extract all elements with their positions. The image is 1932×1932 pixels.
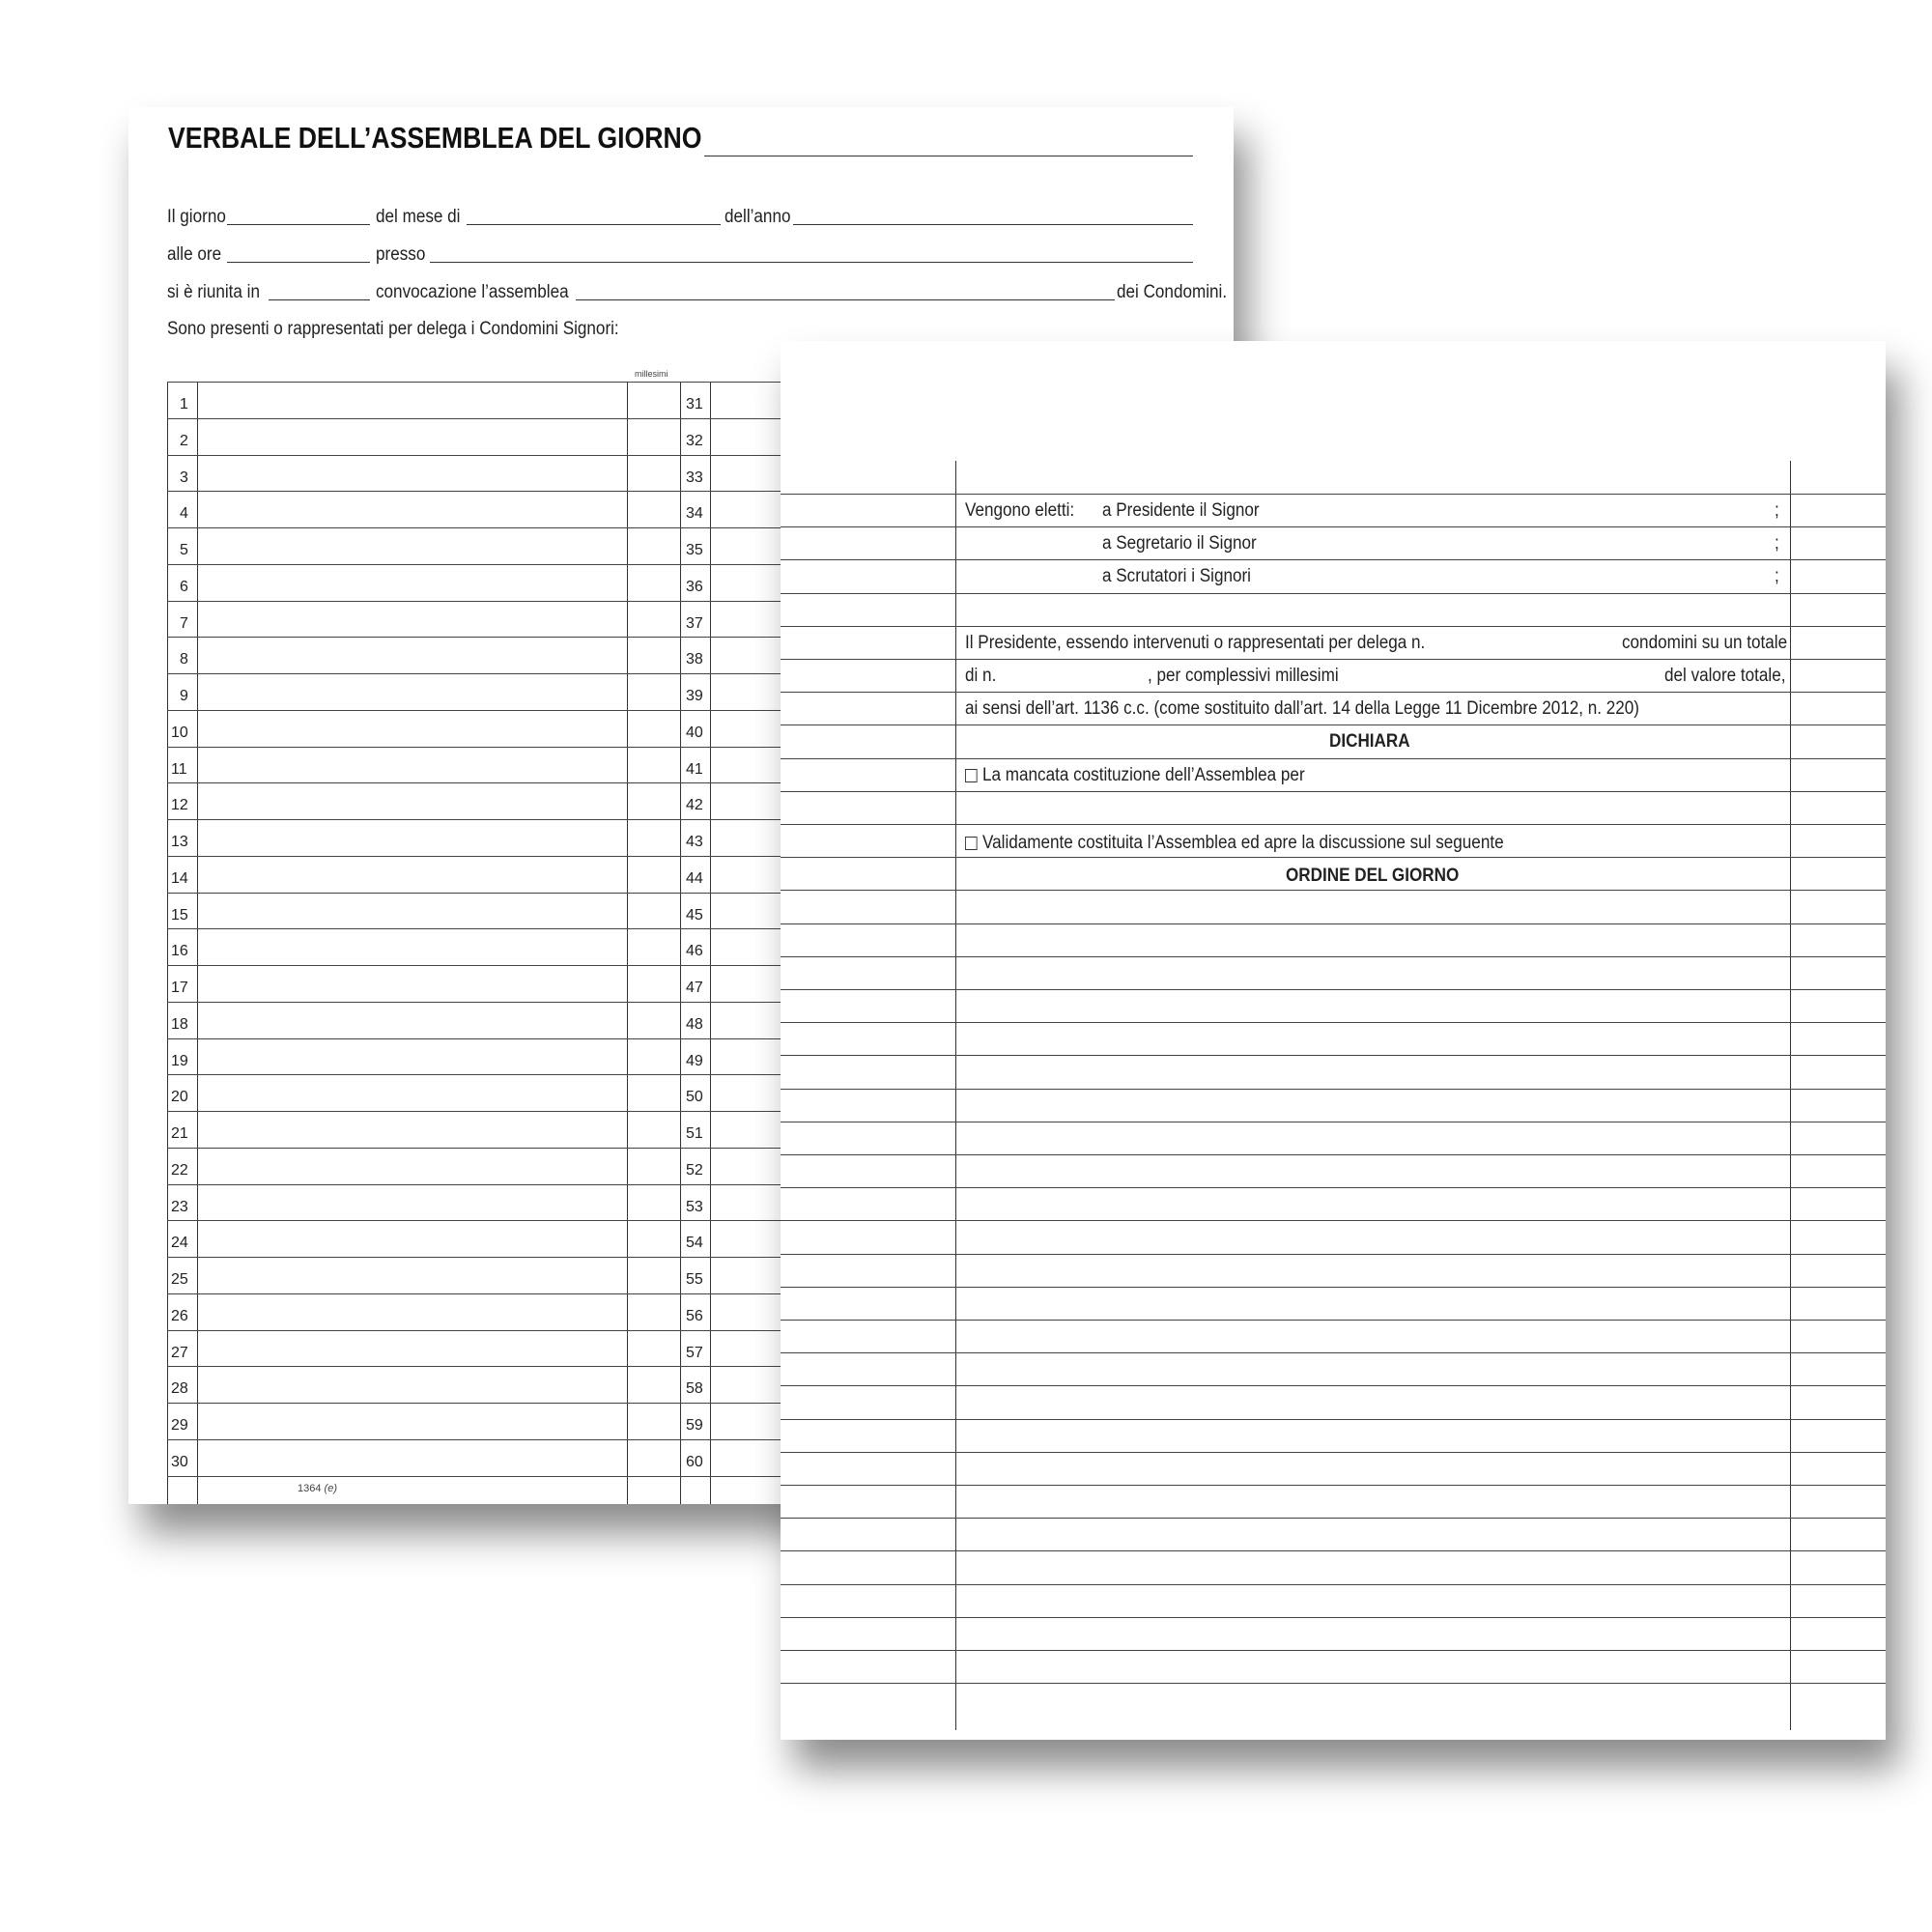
row-number: 6 [180, 578, 188, 595]
ruled-line [781, 1452, 1886, 1453]
row-number: 21 [171, 1125, 188, 1142]
row-number: 8 [180, 651, 188, 668]
table-row-rule [167, 928, 785, 929]
presso-field[interactable] [430, 262, 1193, 263]
ruled-line [781, 1055, 1886, 1056]
ruled-line [781, 692, 1886, 693]
table-row-rule [167, 782, 785, 783]
ruled-line [781, 824, 1886, 825]
ruled-line [781, 1617, 1886, 1618]
form-code [298, 1483, 337, 1494]
anno-label: dell’anno [724, 207, 791, 227]
row-number: 13 [171, 834, 188, 850]
table-row-rule [167, 601, 785, 602]
ruled-line [781, 923, 1886, 924]
table-row-rule [167, 1148, 785, 1149]
ruled-line [781, 857, 1886, 858]
table-row-rule [167, 1111, 785, 1112]
table-row-rule [167, 1074, 785, 1075]
row-number: 53 [686, 1198, 703, 1215]
table-row-rule [167, 965, 785, 966]
row-number: 14 [171, 869, 188, 887]
ruled-line [781, 1254, 1886, 1255]
ruled-line [781, 1089, 1886, 1090]
row-number: 28 [171, 1380, 188, 1398]
vengono-label: Vengono eletti: [965, 500, 1075, 521]
ruled-line [781, 1518, 1886, 1519]
riunita-field[interactable] [269, 299, 370, 300]
table-row-rule [167, 856, 785, 857]
ore-field[interactable] [227, 262, 370, 263]
table-column-rule [680, 382, 681, 1504]
millesimi-header: millesimi [635, 369, 668, 379]
table-row-rule [167, 1330, 785, 1331]
table-row-rule [167, 1439, 785, 1440]
table-row-rule [167, 527, 785, 528]
convocazione-label: convocazione l’assemblea [376, 282, 569, 302]
row-number: 5 [180, 542, 188, 558]
ruled-line [781, 1419, 1886, 1420]
row-number: 42 [686, 797, 703, 814]
option-validamente[interactable] [965, 833, 1504, 854]
row-number: 15 [171, 906, 188, 923]
ruled-line [781, 593, 1886, 594]
ruled-line [781, 626, 1886, 627]
table-row-rule [167, 1293, 785, 1294]
table-column-rule [167, 382, 168, 1504]
row-number: 60 [686, 1453, 703, 1470]
right-margin-rule [1790, 461, 1791, 1730]
mese-field[interactable] [467, 224, 721, 225]
table-row-rule [167, 1220, 785, 1221]
row-number: 59 [686, 1417, 703, 1434]
table-row-rule [167, 1002, 785, 1003]
row-number: 2 [180, 432, 188, 449]
row-number: 34 [686, 505, 703, 523]
ruled-line [781, 1320, 1886, 1321]
ruled-line [781, 1550, 1886, 1551]
table-row-rule [167, 1257, 785, 1258]
row-number: 36 [686, 578, 703, 595]
presso-label: presso [376, 244, 426, 265]
semicolon-1: ; [1775, 500, 1779, 521]
table-row-rule [167, 455, 785, 456]
row-number: 16 [171, 943, 188, 960]
row-number: 12 [171, 797, 188, 814]
row-number: 22 [171, 1161, 188, 1179]
mancata-checkbox[interactable] [965, 769, 978, 782]
ore-label: alle ore [167, 244, 222, 265]
row-number: 33 [686, 469, 703, 486]
ruled-line [781, 494, 1886, 495]
row-number: 4 [180, 505, 188, 523]
segretario-label: a Segretario il Signor [1102, 533, 1257, 554]
row-number: 55 [686, 1271, 703, 1288]
row-number: 3 [180, 469, 188, 486]
table-column-rule [197, 382, 198, 1504]
row-number: 11 [171, 760, 187, 778]
row-number: 29 [171, 1417, 188, 1434]
ruled-line [781, 1022, 1886, 1023]
presidente-text-2c: del valore totale, [1664, 666, 1786, 686]
row-number: 7 [180, 614, 188, 632]
row-number: 18 [171, 1015, 188, 1033]
row-number: 44 [686, 869, 703, 887]
table-row-rule [167, 418, 785, 419]
giorno-label: Il giorno [167, 207, 226, 227]
table-row-rule [167, 819, 785, 820]
ruled-line [781, 1650, 1886, 1651]
condomini-label: dei Condomini. [1117, 282, 1228, 302]
row-number: 48 [686, 1015, 703, 1033]
row-number: 30 [171, 1453, 188, 1470]
presidente-text-2a: di n. [965, 666, 997, 686]
row-number: 32 [686, 432, 703, 449]
ruled-line [781, 989, 1886, 990]
ruled-line [781, 890, 1886, 891]
row-number: 27 [171, 1344, 188, 1361]
row-number: 50 [686, 1089, 703, 1106]
ruled-line [781, 1683, 1886, 1684]
presidente-label: a Presidente il Signor [1102, 500, 1260, 521]
presidente-text-1a: Il Presidente, essendo intervenuti o rappresentati per delega n. [965, 633, 1426, 653]
ruled-line [781, 1385, 1886, 1386]
row-number: 1 [180, 396, 188, 412]
mese-label: del mese di [376, 207, 461, 227]
left-margin-rule [955, 461, 956, 1730]
row-number: 25 [171, 1271, 188, 1288]
option-mancata-label: La mancata costituzione dell’Assemblea per [982, 765, 1305, 785]
row-number: 39 [686, 688, 703, 704]
table-row-rule [167, 710, 785, 711]
semicolon-2: ; [1775, 533, 1779, 554]
row-number: 54 [686, 1235, 703, 1252]
giorno-field[interactable] [227, 224, 370, 225]
table-row-rule [167, 1476, 785, 1477]
table-row-rule [167, 893, 785, 894]
verbale-sheet-second-page [781, 341, 1886, 1740]
row-number: 40 [686, 724, 703, 741]
ruled-line [781, 956, 1886, 957]
validamente-checkbox[interactable] [965, 837, 978, 850]
row-number: 52 [686, 1161, 703, 1179]
row-number: 57 [686, 1344, 703, 1361]
row-number: 41 [686, 760, 703, 778]
row-number: 58 [686, 1380, 703, 1398]
page-title: VERBALE DELL’ASSEMBLEA DEL GIORNO [168, 121, 702, 155]
presidente-text-2b: , per complessivi millesimi [1148, 666, 1339, 686]
presidente-text-1b: condomini su un totale [1622, 633, 1788, 653]
ruled-line [781, 758, 1886, 759]
row-number: 20 [171, 1089, 188, 1106]
table-row-rule [167, 747, 785, 748]
table-row-rule [167, 1403, 785, 1404]
table-column-rule [627, 382, 628, 1504]
presenti-label: Sono presenti o rappresentati per delega i Condomini Signori: [167, 319, 619, 339]
row-number: 49 [686, 1052, 703, 1069]
option-validamente-label: Validamente costituita l’Assemblea ed apre la discussione sul seguente [982, 833, 1504, 853]
ruled-line [781, 1154, 1886, 1155]
table-row-rule [167, 1038, 785, 1039]
row-number: 35 [686, 542, 703, 558]
row-number: 47 [686, 980, 703, 996]
row-number: 19 [171, 1052, 188, 1069]
scrutatori-label: a Scrutatori i Signori [1102, 566, 1251, 586]
ruled-line [781, 526, 1886, 527]
table-row-rule [167, 637, 785, 638]
ordine-heading: ORDINE DEL GIORNO [1286, 866, 1460, 886]
table-row-rule [167, 491, 785, 492]
semicolon-3: ; [1775, 566, 1779, 586]
convocazione-field[interactable] [576, 299, 1115, 300]
row-number: 46 [686, 943, 703, 960]
row-number: 31 [686, 396, 703, 412]
form-code-number: 1364 [298, 1483, 322, 1494]
option-mancata[interactable] [965, 765, 1305, 786]
row-number: 24 [171, 1235, 188, 1252]
table-row-rule [167, 564, 785, 565]
table-row-rule [167, 1184, 785, 1185]
row-number: 26 [171, 1307, 188, 1324]
table-column-rule [710, 382, 711, 1504]
ruled-line [781, 724, 1886, 725]
ruled-line [781, 791, 1886, 792]
table-row-rule [167, 1366, 785, 1367]
row-number: 37 [686, 614, 703, 632]
row-number: 38 [686, 651, 703, 668]
ruled-line [781, 1220, 1886, 1221]
ruled-line [781, 559, 1886, 560]
presidente-text-3: ai sensi dell’art. 1136 c.c. (come sostituito dall’art. 14 della Legge 11 Dicembre 2012, n. 220) [965, 698, 1640, 719]
row-number: 43 [686, 834, 703, 850]
ruled-line [781, 659, 1886, 660]
riunita-label: si è riunita in [167, 282, 261, 302]
row-number: 51 [686, 1125, 703, 1142]
ruled-line [781, 1485, 1886, 1486]
row-number: 56 [686, 1307, 703, 1324]
anno-field[interactable] [793, 224, 1193, 225]
row-number: 23 [171, 1198, 188, 1215]
table-row-rule [167, 382, 785, 383]
ruled-line [781, 1352, 1886, 1353]
ruled-line [781, 1584, 1886, 1585]
row-number: 9 [180, 688, 188, 704]
ruled-line [781, 1287, 1886, 1288]
row-number: 45 [686, 906, 703, 923]
table-row-rule [167, 673, 785, 674]
row-number: 17 [171, 980, 188, 996]
form-code-suffix: (e) [324, 1483, 337, 1494]
ruled-line [781, 1187, 1886, 1188]
row-number: 10 [171, 724, 188, 741]
dichiara-heading: DICHIARA [1329, 731, 1410, 752]
